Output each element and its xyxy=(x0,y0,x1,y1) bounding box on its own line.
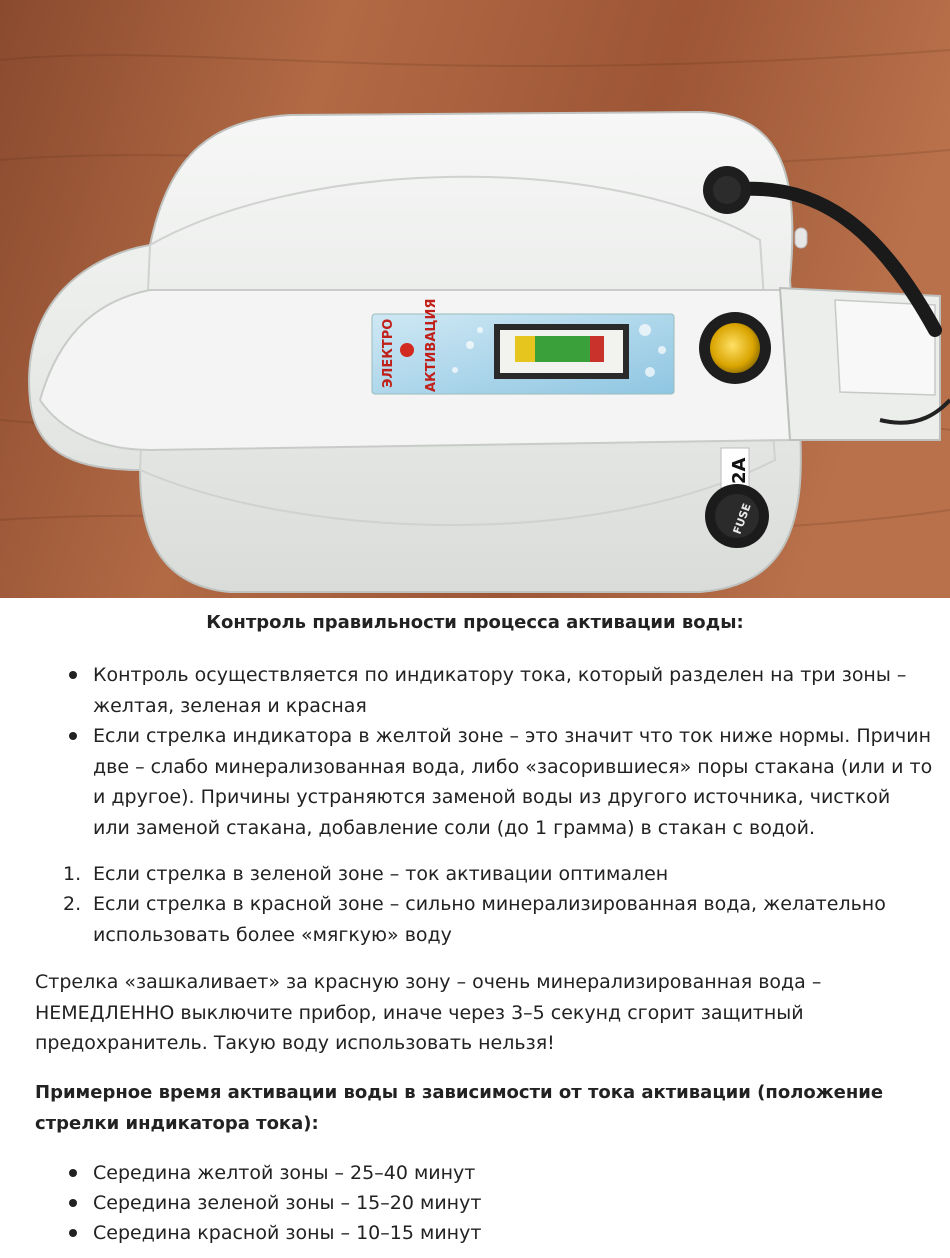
current-rating-label: 2A xyxy=(729,457,750,484)
device-photo xyxy=(0,0,950,598)
bullet-icon xyxy=(69,1169,77,1177)
list-item: Середина красной зоны – 10–15 минут xyxy=(93,1218,933,1249)
list-item: Середина желтой зоны – 25–40 минут xyxy=(93,1158,933,1189)
text-content xyxy=(0,598,950,1258)
bullet-icon xyxy=(69,1229,77,1237)
water-activator-photo xyxy=(0,0,950,598)
bullet-icon xyxy=(69,671,77,679)
indicator-red-zone xyxy=(590,336,604,362)
list-item: 2. Если стрелка в красной зоне – сильно минерализированная вода, желательно использовать более «мягкую» воду xyxy=(63,893,886,946)
warning-paragraph: Стрелка «зашкаливает» за красную зону – очень минерализированная вода – НЕМЕДЛЕННО выключите прибор, иначе через 3–5 секунд сгорит защитный предохранитель. Такую воду использовать нельзя! xyxy=(35,971,822,1054)
fuse-label: FUSE xyxy=(730,501,754,537)
power-lamp-icon xyxy=(710,323,760,373)
list-item: Если стрелка индикатора в желтой зоне – это значит что ток ниже нормы. Причин две – слабо минерализованная вода, либо «засорившиеся» поры стакана (или и то и другое). Причины устраняются заменой воды из другого источника, чисткой или заменой стакана, добавление соли (до 1 грамма) в стакан с водой. xyxy=(93,721,933,843)
section-heading-time: Примерное время активации воды в зависимости от тока активации (положение стрелки индикатора тока): xyxy=(35,1082,884,1134)
list-item: Середина зеленой зоны – 15–20 минут xyxy=(93,1188,933,1219)
label-electro: ЭЛЕКТРО xyxy=(381,318,396,388)
list-item: 1. Если стрелка в зеленой зоне – ток активации оптимален xyxy=(63,863,669,885)
indicator-green-zone xyxy=(535,336,590,362)
list-item: Контроль осуществляется по индикатору тока, который разделен на три зоны – желтая, зеленая и красная xyxy=(93,660,933,721)
indicator-yellow-zone xyxy=(515,336,535,362)
bullet-icon xyxy=(69,1199,77,1207)
section-heading-control: Контроль правильности процесса активации воды: xyxy=(206,612,744,633)
label-activation: АКТИВАЦИЯ xyxy=(424,298,439,392)
bullet-icon xyxy=(69,732,77,740)
